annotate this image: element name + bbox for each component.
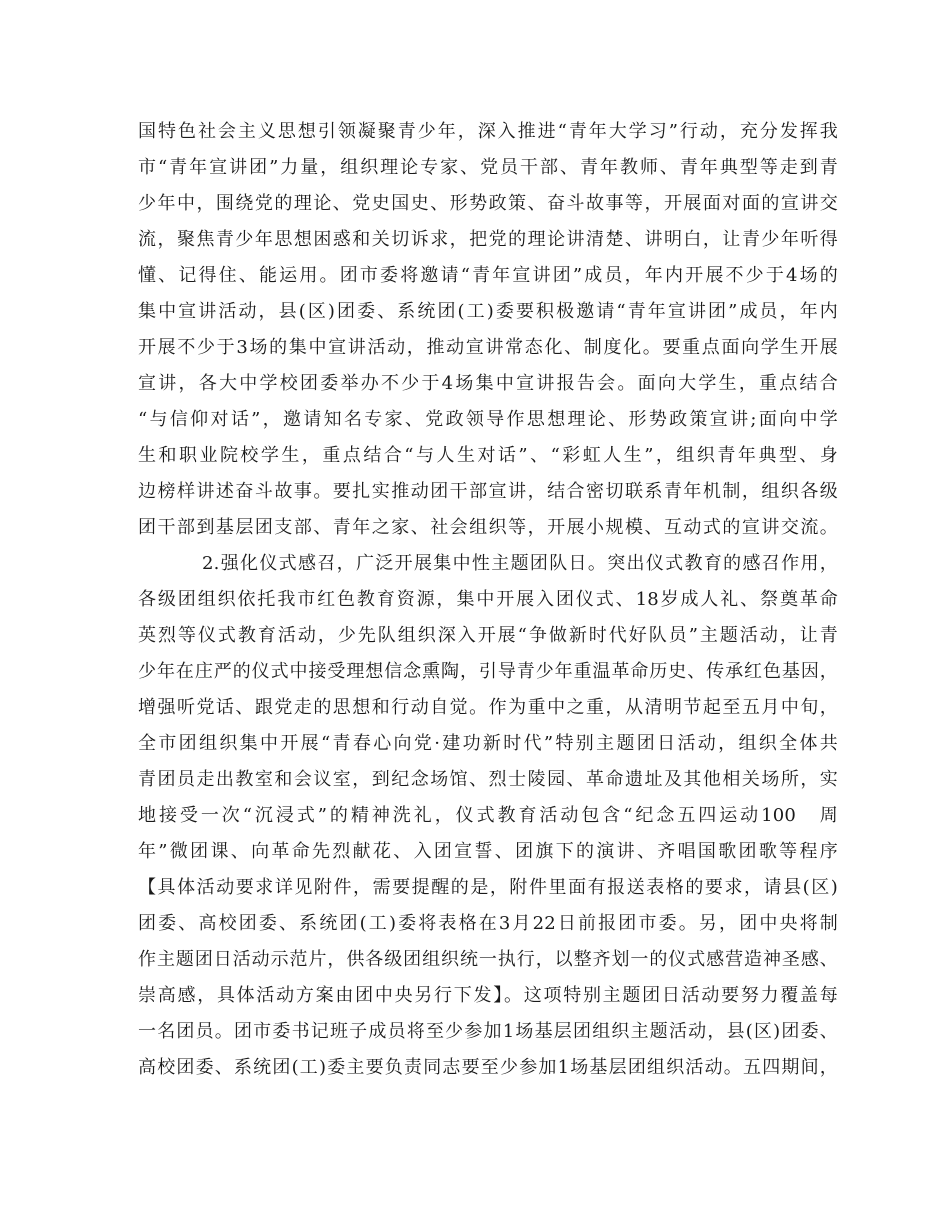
text-line: 各级团组织依托我市红色教育资源，集中开展入团仪式、18岁成人礼、祭奠革命 <box>138 589 838 610</box>
text-line: 流，聚焦青少年思想困惑和关切诉求，把党的理论讲清楚、讲明白，让青少年听得 <box>138 229 838 250</box>
text-line: 国特色社会主义思想引领凝聚青少年，深入推进“青年大学习”行动，充分发挥我 <box>138 121 838 142</box>
text-line: 懂、记得住、能运用。团市委将邀请“青年宣讲团”成员，年内开展不少于4场的 <box>138 265 838 286</box>
text-line: 青团员走出教室和会议室，到纪念场馆、烈士陵园、革命遗址及其他相关场所，实 <box>138 769 838 790</box>
text-line: 团委、高校团委、系统团(工)委将表格在3月22日前报团市委。另，团中央将制 <box>138 913 838 934</box>
text-line: 开展不少于3场的集中宣讲活动，推动宣讲常态化、制度化。要重点面向学生开展 <box>138 337 838 358</box>
text-line: 生和职业院校学生，重点结合“与人生对话”、“彩虹人生”，组织青年典型、身 <box>138 445 838 466</box>
text-line: 市“青年宣讲团”力量，组织理论专家、党员干部、青年教师、青年典型等走到青 <box>138 157 838 178</box>
text-line: 崇高感，具体活动方案由团中央另行下发】。这项特别主题团日活动要努力覆盖每 <box>138 985 838 1006</box>
text-line: “与信仰对话”，邀请知名专家、党政领导作思想理论、形势政策宣讲;面向中学 <box>138 409 838 430</box>
text-line: 增强听党话、跟党走的思想和行动自觉。作为重中之重，从清明节起至五月中旬， <box>138 697 838 718</box>
text-line: 少年在庄严的仪式中接受理想信念熏陶，引导青少年重温革命历史、传承红色基因， <box>138 661 838 682</box>
text-line: 宣讲，各大中学校团委举办不少于4场集中宣讲报告会。面向大学生，重点结合 <box>138 373 838 394</box>
text-line: 【具体活动要求详见附件，需要提醒的是，附件里面有报送表格的要求，请县(区) <box>138 877 838 898</box>
text-line: 一名团员。团市委书记班子成员将至少参加1场基层团组织主题活动，县(区)团委、 <box>138 1021 838 1042</box>
text-line: 团干部到基层团支部、青年之家、社会组织等，开展小规模、互动式的宣讲交流。 <box>138 517 838 538</box>
text-line: 作主题团日活动示范片，供各级团组织统一执行，以整齐划一的仪式感营造神圣感、 <box>138 949 838 970</box>
paragraph-start-line: 2.强化仪式感召，广泛开展集中性主题团队日。突出仪式教育的感召作用， <box>202 553 838 574</box>
text-line: 英烈等仪式教育活动，少先队组织深入开展“争做新时代好队员”主题活动，让青 <box>138 625 838 646</box>
text-line: 年”微团课、向革命先烈献花、入团宣誓、团旗下的演讲、齐唱国歌团歌等程序 <box>138 841 838 862</box>
body-text <box>138 114 838 1086</box>
text-line: 全市团组织集中开展“青春心向党·建功新时代”特别主题团日活动，组织全体共 <box>138 733 838 754</box>
text-line: 边榜样讲述奋斗故事。要扎实推动团干部宣讲，结合密切联系青年机制，组织各级 <box>138 481 838 502</box>
text-line: 集中宣讲活动，县(区)团委、系统团(工)委要积极邀请“青年宣讲团”成员，年内 <box>138 301 838 322</box>
text-line: 地接受一次“沉浸式”的精神洗礼，仪式教育活动包含“纪念五四运动100 周 <box>138 805 838 826</box>
text-line: 少年中，围绕党的理论、党史国史、形势政策、奋斗故事等，开展面对面的宣讲交 <box>138 193 838 214</box>
text-line: 高校团委、系统团(工)委主要负责同志要至少参加1场基层团组织活动。五四期间， <box>138 1057 838 1078</box>
